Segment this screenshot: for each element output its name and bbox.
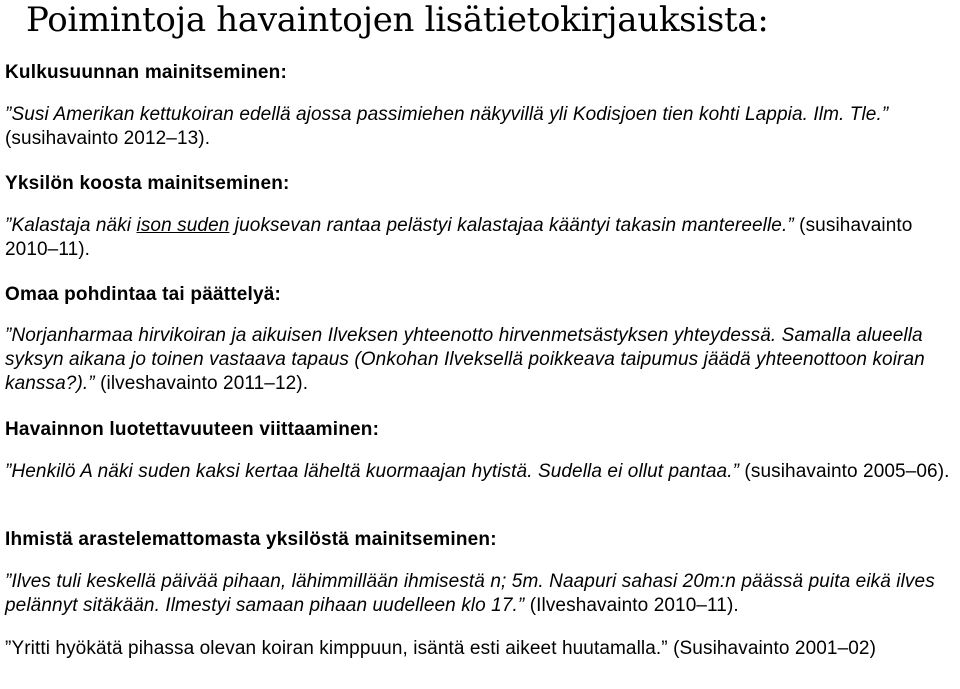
quote-source: (susihavainto 2005–06). — [739, 461, 950, 482]
section-heading-fearless: Ihmistä arastelemattomasta yksilöstä mainitseminen: — [5, 529, 497, 550]
quote-source: (ilveshavainto 2011–12). — [94, 373, 309, 394]
quote-close-mark: ” — [787, 215, 794, 236]
quote-open-mark: ” — [5, 325, 12, 346]
quote-open-mark: ” — [5, 215, 12, 236]
quote-text: Norjanharmaa hirvikoiran ja aikuisen Ilveksen yhteenotto hirvenmetsästyksen yhteydessä. Samalla alueella syksyn aikana jo toinen vastaava tapaus (Onkohan Ilveksellä poikkeava taipumus jäädä yhteenottoon koiran kanssa?). — [5, 325, 925, 394]
quote-open-mark: ” — [5, 104, 12, 125]
section-heading-direction: Kulkusuunnan mainitseminen: — [5, 62, 287, 83]
quote-close-mark: ” — [88, 373, 95, 394]
quote-open-mark: ” — [5, 461, 12, 482]
quote-direction — [5, 103, 955, 151]
quote-size — [5, 214, 955, 262]
quote-text: Ilves tuli keskellä päivää pihaan, lähimmillään ihmisestä n; 5m. Naapuri sahasi 20m:n päässä puita eikä ilves pelännyt sitäkään. Ilmestyi samaan pihaan uudelleen klo 17. — [5, 571, 935, 616]
quote-text: Henkilö A näki suden kaksi kertaa läheltä kuormaajan hytistä. Sudella ei ollut pantaa. — [11, 461, 733, 482]
quote-text: Yritti hyökätä pihassa olevan koiran kimppuun, isäntä esti aikeet huutamalla. — [11, 638, 662, 659]
quote-close-mark: ” — [881, 104, 889, 125]
quote-fearless-wolf — [5, 637, 955, 661]
quote-close-mark: ” — [732, 461, 740, 482]
page-title: Poimintoja havaintojen lisätietokirjauksista: — [26, 0, 769, 40]
quote-source: (susihavainto 2010–11). — [5, 215, 913, 260]
quote-text-post: juoksevan rantaa pelästyi kalastajaa kääntyi takasin mantereelle. — [229, 215, 788, 236]
quote-source: (susihavainto 2012–13). — [5, 128, 211, 149]
quote-text-pre: Kalastaja näki — [11, 215, 137, 236]
quote-fearless-lynx — [5, 570, 955, 618]
section-heading-reasoning: Omaa pohdintaa tai päättelyä: — [5, 284, 282, 305]
section-heading-size: Yksilön koosta mainitseminen: — [5, 173, 290, 194]
quote-source: (Ilveshavainto 2010–11). — [524, 595, 739, 616]
quote-text: Susi Amerikan kettukoiran edellä ajossa passimiehen näkyvillä yli Kodisjoen tien kohti Lappia. Ilm. Tle. — [11, 104, 882, 125]
quote-reasoning — [5, 324, 955, 396]
quote-close-mark: ” — [517, 595, 525, 616]
quote-close-mark: ” — [661, 638, 668, 659]
quote-reliability — [5, 460, 955, 484]
quote-open-mark: ” — [5, 638, 12, 659]
quote-source: (Susihavainto 2001–02) — [667, 638, 876, 659]
section-heading-reliability: Havainnon luotettavuuteen viittaaminen: — [5, 419, 380, 440]
quote-open-mark: ” — [5, 571, 12, 592]
quote-text-underlined: ison suden — [136, 215, 230, 236]
